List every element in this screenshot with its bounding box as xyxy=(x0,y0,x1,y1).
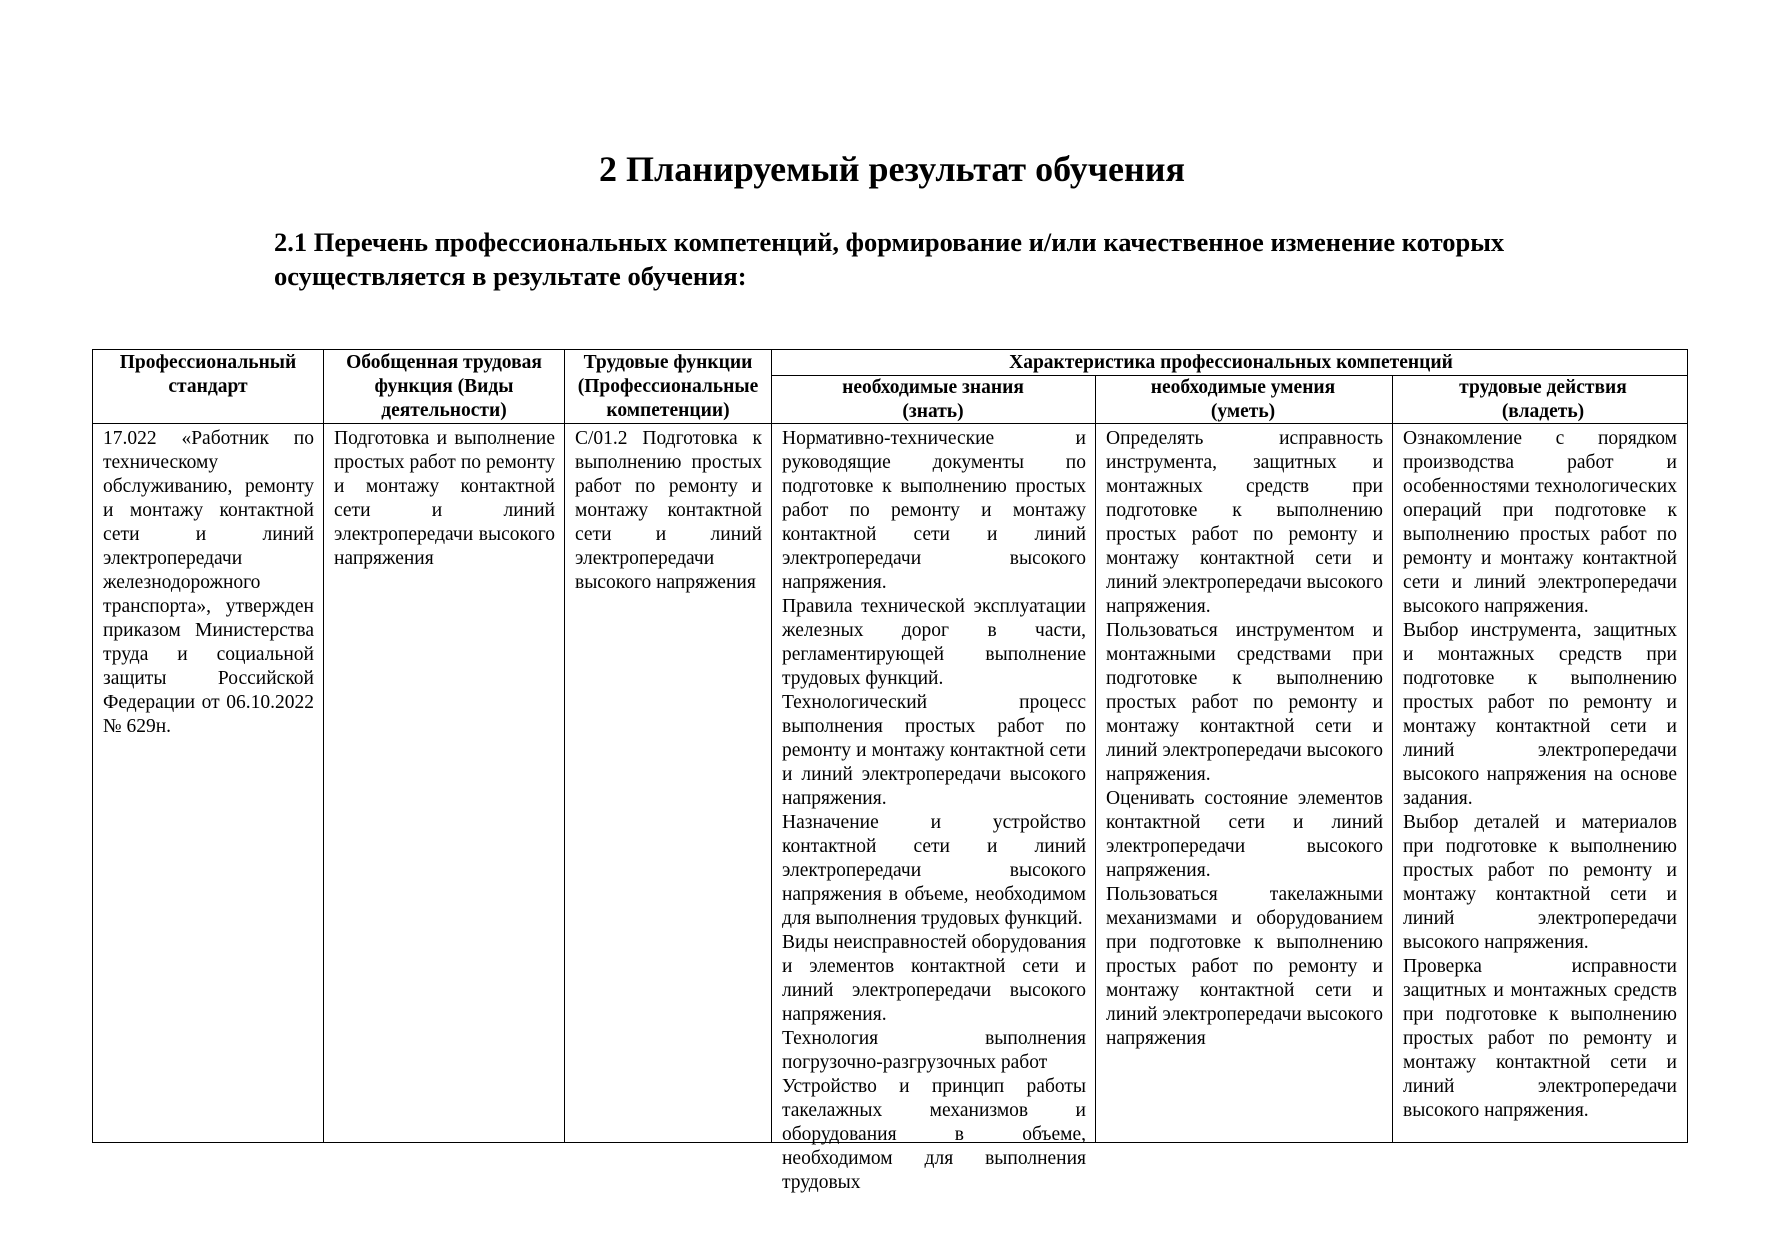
knowledge-item: Назначение и устройство контактной сети и линий электропередачи высокого напряжения в объеме, необходимом для выполнения трудовых функций. xyxy=(782,812,1086,929)
subsection-title: 2.1 Перечень профессиональных компетенций, формирование и/или качественное изменение которых осуществляется в результате обучения: xyxy=(274,227,1505,291)
cell-generalized-function xyxy=(324,425,565,1142)
action-item: Выбор инструмента, защитных и монтажных средств при подготовке к выполнению простых работ по ремонту и монтажу контактной сети и линий электропередачи высокого напряжения на основе задания. xyxy=(1403,620,1677,809)
knowledge-item: Правила технической эксплуатации железных дорог в части, регламентирующей выполнение трудовых функций. xyxy=(782,596,1086,689)
header-knowledge: необходимые знания (знать) xyxy=(842,377,1024,422)
labor-functions-text: С/01.2 Подготовка к выполнению простых работ по ремонту и монтажу контактной сети и линий электропередачи высокого напряжения xyxy=(575,428,762,593)
cell-knowledge xyxy=(772,425,1096,1193)
header-skills: необходимые умения (уметь) xyxy=(1150,377,1336,422)
cell-standard xyxy=(93,425,324,1142)
knowledge-item: Технологический процесс выполнения простых работ по ремонту и монтажу контактной сети и линий электропередачи высокого напряжения. xyxy=(782,692,1086,809)
knowledge-item: Виды неисправностей оборудования и элементов контактной сети и линий электропередачи высокого напряжения. xyxy=(782,932,1086,1025)
knowledge-item: Нормативно-технические и руководящие документы по подготовке к выполнению простых работ по ремонту и монтажу контактной сети и линий электропередачи высокого напряжения. xyxy=(782,428,1086,593)
skill-item: Оценивать состояние элементов контактной сети и линий электропередачи высокого напряжения. xyxy=(1106,788,1383,881)
section-title: 2 Планируемый результат обучения xyxy=(599,149,1185,189)
cell-actions xyxy=(1393,425,1687,1142)
header-standard: Профессиональный стандарт xyxy=(119,352,297,397)
action-item: Проверка исправности защитных и монтажных средств при подготовке к выполнению простых работ по ремонту и монтажу контактной сети и линий электропередачи высокого напряжения. xyxy=(1403,956,1677,1121)
action-item: Ознакомление с порядком производства работ и особенностями технологических операций при подготовке к выполнению простых работ по ремонту и монтажу контактной сети и линий электропередачи высокого напряжения. xyxy=(1403,428,1677,617)
skill-item: Определять исправность инструмента, защитных и монтажных средств при подготовке к выполнению простых работ по ремонту и монтажу контактной сети и линий электропередачи высокого напряжения. xyxy=(1106,428,1383,617)
skill-item: Пользоваться инструментом и монтажными средствами при подготовке к выполнению простых работ по ремонту и монтажу контактной сети и линий электропередачи высокого напряжения. xyxy=(1106,620,1383,785)
generalized-function-text: Подготовка и выполнение простых работ по ремонту и монтажу контактной сети и линий электропередачи высокого напряжения xyxy=(334,428,555,569)
cell-skills xyxy=(1096,425,1393,1142)
header-labor-functions: Трудовые функции (Профессиональные компетенции) xyxy=(577,352,759,421)
header-characteristic: Характеристика профессиональных компетенций xyxy=(1009,352,1453,373)
standard-text: 17.022 «Работник по техническому обслуживанию, ремонту и монтажу контактной сети и линий электропередачи железнодорожного транспорта», утвержден приказом Министерства труда и социальной защиты Российской Федерации от 06.10.2022 № 629н. xyxy=(103,428,314,737)
header-actions: трудовые действия (владеть) xyxy=(1459,377,1627,422)
knowledge-item: Технология выполнения погрузочно-разгрузочных работ xyxy=(782,1028,1086,1073)
cell-labor-functions xyxy=(565,425,772,1142)
action-item: Выбор деталей и материалов при подготовке к выполнению простых работ по ремонту и монтажу контактной сети и линий электропередачи высокого напряжения. xyxy=(1403,812,1677,953)
header-generalized-function: Обобщенная трудовая функция (Виды деятельности) xyxy=(346,352,542,421)
skill-item: Пользоваться такелажными механизмами и оборудованием при подготовке к выполнению простых работ по ремонту и монтажу контактной сети и линий электропередачи высокого напряжения xyxy=(1106,884,1383,1049)
knowledge-item: Устройство и принцип работы такелажных механизмов и оборудования в объеме, необходимом для выполнения трудовых xyxy=(782,1076,1086,1193)
competencies-table xyxy=(92,349,1688,1193)
